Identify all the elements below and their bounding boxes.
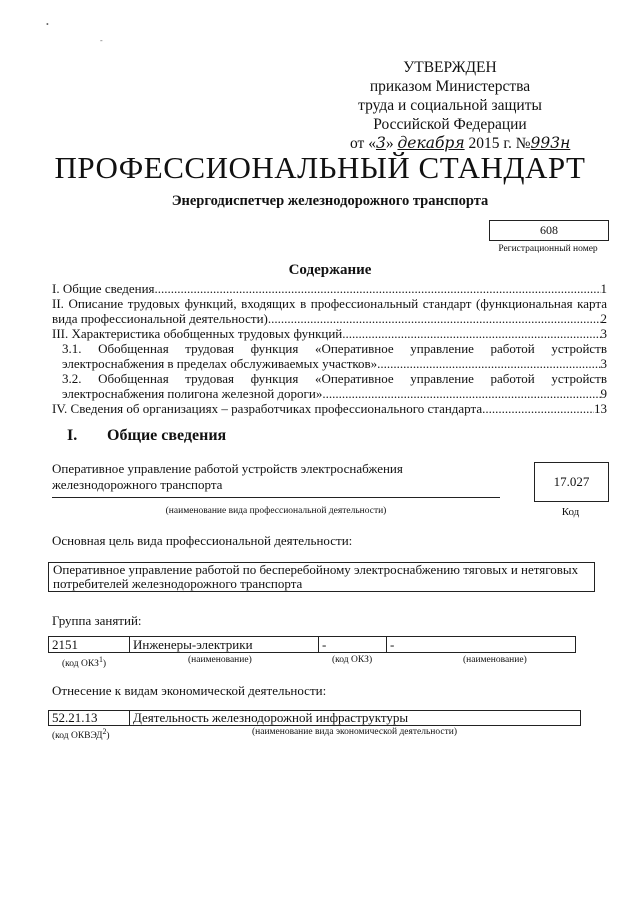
econ-label: Отнесение к видам экономической деятельности: [52,683,327,698]
activity-code: 17.027 [534,462,609,502]
section-heading: I. Общие сведения [67,427,227,444]
okz-caption-1: (код ОКЗ$^1$) [62,655,107,670]
approval-number: 993н [530,134,571,152]
okz-name-2: - [387,637,576,653]
goal-label: Основная цель вида профессиональной деятельности: [52,533,353,548]
contents-heading: Содержание [288,262,372,278]
document-title: ПРОФЕССИОНАЛЬНЫЙ СТАНДАРТ [54,150,586,185]
code-caption: Код [561,506,580,518]
activity-name: Оперативное управление работой устройств электроснабжения железнодорожного транспорта [52,461,403,492]
scan-mark: - [100,36,103,45]
okved-caption: (код ОКВЭД$^2$) [52,727,110,742]
goal-text: Оперативное управление работой по бесперебойному электроснабжению тяговых и нетяговых потребителей железнодорожного транспорта [48,562,595,592]
scan-mark: • [46,20,49,29]
registration-label: Регистрационный номер [498,244,598,254]
toc-item[interactable]: 3.2. Обобщенная трудовая функция «Оперативное управление работой устройств электроснабжения полигона железной дороги» ..... 9 [52,371,607,401]
name-caption-1: (наименование) [188,655,252,665]
econ-table [48,710,581,726]
toc-item[interactable]: 3.1. Обобщенная трудовая функция «Оперативное управление работой устройств электроснабжения в пределах обслуживаемых участков» ..... 3 [52,341,607,371]
approval-date: от «3» декабря 2015 г. №993н [350,134,571,152]
okz-code-2: - [319,637,387,653]
approval-line4: Российской Федерации [373,116,527,133]
table-of-contents [52,281,607,416]
toc-item[interactable]: III. Характеристика обобщенных трудовых функций ..... 3 [52,326,607,341]
okved-name: Деятельность железнодорожной инфраструктуры [130,711,581,726]
document-subtitle: Энергодиспетчер железнодорожного транспорта [171,193,489,209]
toc-item[interactable]: I. Общие сведения ..... 1 [52,281,607,296]
toc-item[interactable]: IV. Сведения об организациях – разработчиках профессионального стандарта ..... 13 [52,401,607,416]
group-table [48,636,576,653]
toc-item[interactable]: II. Описание трудовых функций, входящих в профессиональный стандарт (функциональная карта вида профессиональной деятельности) ..... 2 [52,296,607,326]
okz-caption-2: (код ОКЗ) [332,655,373,665]
okz-code-1: 2151 [49,637,130,653]
group-label: Группа занятий: [52,613,142,628]
approval-month: декабря [397,134,465,152]
approval-line1: УТВЕРЖДЕН [403,59,497,76]
approval-line3: труда и социальной защиты [358,97,542,114]
activity-caption: (наименование вида профессиональной деятельности) [165,506,387,516]
okved-name-caption: (наименование вида экономической деятельности) [252,727,457,737]
name-caption-2: (наименование) [463,655,527,665]
approval-line2: приказом Министерства [369,78,531,95]
approval-block [350,58,571,153]
okved-code: 52.21.13 [49,711,130,726]
registration-number: 608 [489,220,609,241]
activity-underline [52,497,500,498]
okz-name-1: Инженеры-электрики [130,637,319,653]
approval-day: 3 [375,134,386,152]
